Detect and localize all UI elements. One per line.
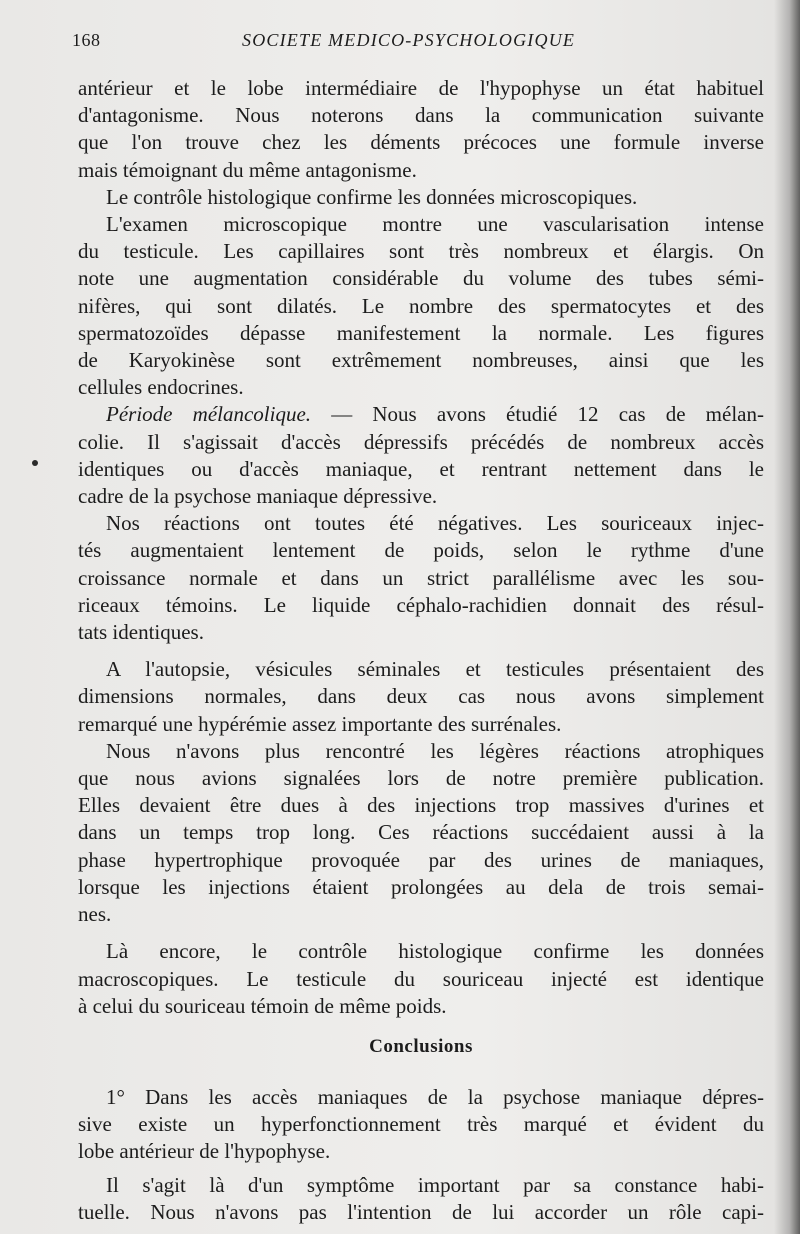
- paragraph-5: [78, 510, 764, 646]
- section-run-in-title: Période mélancolique.: [106, 402, 312, 427]
- text-line: remarqué une hypérémie assez importante des surrénales.: [78, 711, 562, 736]
- text-line: d'antagonisme. Nous noterons dans la communication suivante: [78, 103, 764, 128]
- paragraph-conclusion-1: [78, 1084, 764, 1166]
- paragraph-conclusion-2: [78, 1172, 764, 1226]
- text-line: L'examen microscopique montre une vascularisation intense: [106, 212, 764, 237]
- text-line: Il s'agit là d'un symptôme important par sa constance habi-: [106, 1172, 764, 1197]
- text-line: [78, 401, 764, 428]
- text-line: phase hypertrophique provoquée par des urines de maniaques,: [78, 847, 764, 872]
- page-number: 168: [72, 30, 101, 50]
- text-line: que nous avions signalées lors de notre première publication.: [78, 766, 764, 791]
- text-line: cadre de la psychose maniaque dépressive.: [78, 484, 438, 509]
- text-line: Nos réactions ont toutes été négatives. Les souriceaux injec-: [106, 511, 764, 536]
- text-line: spermatozoïdes dépasse manifestement la normale. Les figures: [78, 320, 764, 345]
- paragraph-spacer: [78, 928, 764, 938]
- body-text: [78, 75, 764, 1226]
- text-line: dans un temps trop long. Ces réactions succédaient aussi à la: [78, 820, 764, 845]
- text-line: colie. Il s'agissait d'accès dépressifs précédés de nombreux accès: [78, 429, 764, 454]
- page-edge-shadow: [774, 0, 800, 1234]
- paragraph-3: [78, 211, 764, 401]
- text-line: Le contrôle histologique confirme les données microscopiques.: [106, 184, 638, 209]
- paragraph-1: [78, 75, 764, 184]
- text-line: sive existe un hyperfonctionnement très marqué et évident du: [78, 1112, 764, 1137]
- text-run: — Nous avons étudié 12 cas de mélan-: [311, 402, 764, 427]
- text-line: de Karyokinèse sont extrêmement nombreuses, ainsi que les: [78, 348, 764, 373]
- text-line: croissance normale et dans un strict parallélisme avec les sou-: [78, 565, 764, 590]
- paragraph-7: [78, 738, 764, 928]
- text-line: riceaux témoins. Le liquide céphalo-rachidien donnait des résul-: [78, 592, 764, 617]
- section-heading-conclusions: Conclusions: [369, 1035, 473, 1057]
- text-line: A l'autopsie, vésicules séminales et testicules présentaient des: [106, 657, 764, 682]
- text-line: nes.: [78, 902, 112, 927]
- paragraph-6: [78, 656, 764, 738]
- text-line: mais témoignant du même antagonisme.: [78, 157, 417, 182]
- text-line: Elles devaient être dues à des injections trop massives d'urines et: [78, 793, 764, 818]
- text-line: à celui du souriceau témoin de même poids.: [78, 993, 447, 1018]
- running-header: [72, 30, 772, 60]
- text-line: note une augmentation considérable du volume des tubes sémi-: [78, 266, 764, 291]
- paragraph-spacer: [78, 646, 764, 656]
- paragraph-2: [78, 184, 764, 211]
- text-line: lorsque les injections étaient prolongées au dela de trois semai-: [78, 874, 764, 899]
- text-line: antérieur et le lobe intermédiaire de l'hypophyse un état habituel: [78, 76, 764, 100]
- text-line: Nous n'avons plus rencontré les légères réactions atrophiques: [106, 738, 764, 763]
- text-line: tés augmentaient lentement de poids, selon le rythme d'une: [78, 538, 764, 563]
- text-line: tats identiques.: [78, 620, 204, 645]
- text-line: nifères, qui sont dilatés. Le nombre des spermatocytes et des: [78, 293, 764, 318]
- journal-title: SOCIETE MEDICO-PSYCHOLOGIQUE: [242, 30, 576, 50]
- text-line: Là encore, le contrôle histologique confirme les données: [106, 939, 764, 964]
- text-line: macroscopiques. Le testicule du souriceau injecté est identique: [78, 966, 764, 991]
- text-line: lobe antérieur de l'hypophyse.: [78, 1139, 331, 1164]
- paragraph-melancholic-period: [78, 401, 764, 510]
- text-line: du testicule. Les capillaires sont très nombreux et élargis. On: [78, 239, 764, 264]
- margin-dot-mark: [32, 460, 38, 466]
- text-line: identiques ou d'accès maniaque, et rentrant nettement dans le: [78, 456, 764, 481]
- text-line: tuelle. Nous n'avons pas l'intention de lui accorder un rôle capi-: [78, 1199, 764, 1224]
- text-line: 1° Dans les accès maniaques de la psychose maniaque dépres-: [106, 1084, 764, 1109]
- text-line: dimensions normales, dans deux cas nous avons simplement: [78, 684, 764, 709]
- text-line: que l'on trouve chez les déments précoces une formule inverse: [78, 130, 764, 155]
- text-line: cellules endocrines.: [78, 375, 244, 400]
- paragraph-8: [78, 938, 764, 1020]
